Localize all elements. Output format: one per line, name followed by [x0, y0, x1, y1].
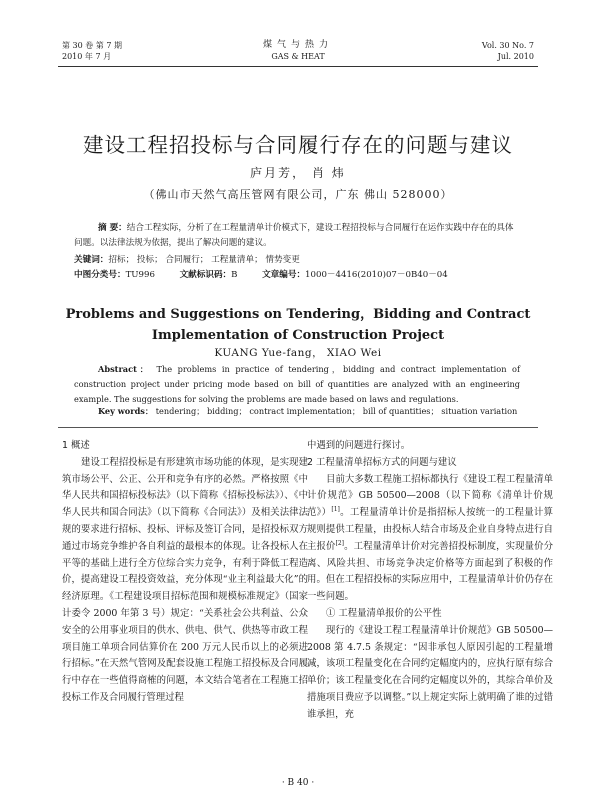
- authors-en: KUANG Yue-fang， XIAO Wei: [214, 347, 382, 359]
- section-1-paragraph: 建设工程招投标是有形建筑市场功能的体现，是实现建筑市场公平、公正、公开和竞争有序的必然。严格按照《中华人民共和国招标投标法》（以下简称《招标投标法》）、《中华人民共和国合同法》（以下简称《合同法》）及相关法律法规的要求进行招标、投标、评标及签订合同，是招投标双方通过市场竞争维护各自利益的最根本的体现。让各投标人在平等的基础上进行全方位综合实力竞争，有利于降低工程造价，提高建设工程投资效益，充分体现“业主利益最大化”的经济原理。《工程建设项目招标范围和规模标准规定》（国家计委令 2000 年第 3 号）规定：“关系社会公共利益、公众安全的公用事业项目的供水、供电、供气、供热等市政工程项目施工单项合同估算价在 200 万元人民币以上的必须进行招标。”在天然气管网及配套设施工程施工招投标及合同履行中存在一些值得商榷的问题，本文结合笔者在工程施工招投标工作及合同履行管理过程: [62, 456, 308, 703]
- issue-date-line: 2010 年 7 月: [62, 52, 112, 61]
- issue-date-en: Jul. 2010: [497, 52, 534, 61]
- keywords-cn-label: 关键词：: [74, 255, 109, 265]
- abstract-en-text: The problems in practice of tendering，bidding and contract implementation of construction project under pricing mode based on bill of quantities are analyzed with an engineering example. The suggestions for solving the problems are made based on laws and regulations.: [74, 364, 520, 404]
- subsection-1-paragraph: 现行的《建设工程工程量清单计价规范》GB 50500—2008 第 4.7.5 条规定：“因非承包人原因引起的工程量增减，该项工程量变化在合同约定幅度内的，应执行原有综合单价；该工程量变化在合同约定幅度以外的，其综合单价及措施项目费应予以调整。”以上规定实际上就明确了谁的过错谁承担，充: [307, 624, 553, 720]
- journal-volume-issue-en: [482, 40, 534, 62]
- keywords-cn-text: 招标； 投标； 合同履行； 工程量清单； 情势变更: [108, 255, 300, 265]
- clc-value: TU996: [125, 270, 155, 280]
- title-en-line2: Implementation of Construction Project: [151, 328, 445, 343]
- volume-issue-line: 第 30 卷 第 7 期: [62, 41, 122, 50]
- keywords-en: [98, 406, 517, 417]
- section-2-heading: 2 工程量清单招标方式的问题与建议: [307, 456, 457, 468]
- journal-name-cn: 煤气与热力: [262, 40, 333, 50]
- authors-cn: 庐月芳， 肖 炜: [250, 166, 346, 180]
- abstract-cn: [74, 221, 520, 250]
- classification-line: [74, 268, 520, 283]
- keywords-en-label: Key words：: [98, 406, 154, 416]
- keywords-cn: [74, 253, 520, 268]
- clc-label: 中图分类号：: [74, 270, 126, 280]
- affiliation-cn: （佛山市天然气高压管网有限公司，广东 佛山 528000）: [143, 188, 453, 201]
- citation-2: [2]: [335, 539, 344, 547]
- doc-code-label: 文献标识码：: [179, 270, 232, 280]
- section-1-paragraph-cont: 中遇到的问题进行探讨。: [307, 440, 411, 451]
- citation-1: [1]: [331, 506, 340, 514]
- doc-code-value: B: [231, 270, 238, 280]
- title-en-line1: Problems and Suggestions on Tendering，Bidding and Contract: [65, 307, 531, 322]
- keywords-en-text: tendering； bidding； contract implementation； bill of quantities； situation variation: [155, 406, 518, 416]
- section-1-heading: 1 概述: [62, 440, 90, 451]
- article-no-label: 文章编号：: [262, 270, 306, 280]
- abstract-cn-text: 结合工程实际，分析了在工程量清单计价模式下，建设工程招投标与合同履行在运作实践中存在的具体问题。以法律法规为依据，提出了解决问题的建议。: [74, 223, 514, 248]
- subsection-1-heading: ① 工程量清单报价的公平性: [326, 607, 442, 619]
- body-column-right: [307, 438, 553, 724]
- abstract-en-label: Abstract：: [98, 364, 151, 374]
- section-2-text-c: 。工程量清单计价对完善招投标制度，实现量价分离、风险共担、市场竞争决定价格等方面起到了积极的作用。但在工程招投标的实际应用中，工程量清单计价仍存在一些问题。: [307, 540, 553, 603]
- volume-issue-en: Vol. 30 No. 7: [481, 41, 534, 50]
- body-column-left: [62, 438, 308, 707]
- article-title-en: [0, 304, 596, 346]
- abstract-en: [74, 362, 520, 407]
- section-2-paragraph: [307, 472, 553, 606]
- abstract-cn-label: 摘 要：: [98, 223, 127, 233]
- section-2-text-a: 目前大多数工程施工招标都执行《建设工程工程量清单计价规范》GB 50500—2008（以下简称《清单计价规范》）: [307, 473, 553, 519]
- journal-name-en: GAS & HEAT: [271, 52, 325, 61]
- article-title-cn: 建设工程招投标与合同履行存在的问题与建议: [83, 133, 513, 157]
- section-2-text-b: 。工程量清单计价是指招标人按统一的工程量计算规则提供工程量，由投标人结合市场及企业自身特点进行自主报价: [307, 507, 553, 552]
- header-divider: [58, 66, 538, 67]
- page-number: · B 40 ·: [281, 778, 315, 788]
- article-no-value: 1000－4416(2010)07－0B40－04: [305, 270, 448, 280]
- section-divider: [58, 427, 538, 428]
